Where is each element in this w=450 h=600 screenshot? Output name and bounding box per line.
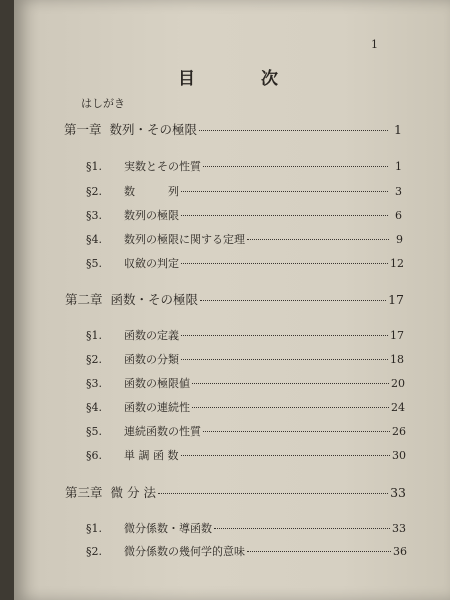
section-number: §4.	[86, 401, 102, 414]
section-page: 6	[395, 209, 402, 222]
chapter-label: 第一章	[64, 122, 102, 137]
section-number: §2.	[86, 185, 102, 198]
dot-leader	[203, 166, 388, 167]
page-number: 1	[371, 38, 378, 51]
section-title: 函数の分類	[124, 353, 179, 366]
section-number: §2.	[86, 545, 102, 558]
toc-title-char-2: 次	[261, 69, 278, 89]
dot-leader	[158, 493, 388, 494]
section-number: §2.	[86, 353, 102, 366]
chapter-title: 微 分 法	[110, 485, 156, 500]
dot-leader	[214, 528, 390, 529]
chapter-page: 17	[388, 292, 404, 307]
chapter-label: 第二章	[65, 292, 103, 307]
toc-chapter-2	[65, 290, 404, 308]
section-number: §1.	[86, 522, 102, 535]
dot-leader	[181, 263, 388, 264]
section-title: 微分係数・導函数	[124, 522, 212, 535]
toc-section-1-1	[86, 158, 402, 174]
section-page: 30	[392, 449, 406, 462]
toc-section-2-5	[86, 423, 406, 439]
chapter-page: 33	[390, 485, 406, 500]
section-title: 収斂の判定	[124, 257, 179, 270]
toc-chapter-3	[65, 483, 406, 501]
toc-title	[178, 64, 278, 89]
section-title: 函数の極限値	[124, 377, 190, 390]
section-title: 数 列	[124, 185, 179, 198]
dot-leader	[181, 359, 388, 360]
toc-preface: はしがき	[81, 97, 125, 110]
toc-section-2-4	[86, 399, 405, 415]
dot-leader	[181, 335, 388, 336]
section-page: 36	[393, 545, 407, 558]
section-number: §3.	[86, 209, 102, 222]
section-number: §3.	[86, 377, 102, 390]
toc-section-2-1	[86, 327, 404, 343]
toc-chapter-1	[64, 120, 402, 138]
chapter-title: 函数・その極限	[110, 292, 199, 307]
dot-leader	[181, 455, 391, 456]
section-title: 数列の極限に関する定理	[124, 233, 245, 246]
chapter-title: 数列・その極限	[109, 122, 198, 137]
section-page: 33	[392, 522, 406, 535]
toc-section-1-5	[86, 255, 404, 271]
dot-leader	[247, 551, 391, 552]
book-page	[14, 0, 450, 600]
section-title: 実数とその性質	[124, 160, 201, 173]
section-number: §5.	[86, 425, 102, 438]
section-title: 連続函数の性質	[124, 425, 201, 438]
toc-title-char-1: 目	[178, 69, 195, 89]
chapter-label: 第三章	[65, 485, 103, 500]
section-page: 9	[396, 233, 403, 246]
section-title: 函数の定義	[124, 329, 179, 342]
dot-leader	[181, 191, 388, 192]
toc-section-1-4	[86, 231, 403, 247]
section-title: 単 調 函 数	[124, 449, 179, 462]
section-page: 12	[390, 257, 404, 270]
section-number: §6.	[86, 449, 102, 462]
dot-leader	[247, 239, 389, 240]
dot-leader	[199, 130, 388, 131]
section-page: 18	[390, 353, 404, 366]
section-title: 数列の極限	[124, 209, 179, 222]
dot-leader	[200, 300, 386, 301]
section-page: 26	[392, 425, 406, 438]
section-page: 17	[390, 329, 404, 342]
toc-section-3-2	[86, 543, 407, 559]
dot-leader	[181, 215, 388, 216]
dot-leader	[203, 431, 390, 432]
section-number: §1.	[86, 160, 102, 173]
section-page: 24	[391, 401, 405, 414]
section-page: 1	[395, 160, 402, 173]
dot-leader	[192, 407, 389, 408]
toc-section-3-1	[86, 520, 406, 536]
section-page: 20	[391, 377, 405, 390]
toc-section-2-6	[86, 447, 406, 463]
section-number: §5.	[86, 257, 102, 270]
toc-section-2-2	[86, 351, 404, 367]
chapter-page: 1	[394, 122, 402, 137]
toc-section-2-3	[86, 375, 405, 391]
section-number: §4.	[86, 233, 102, 246]
toc-section-1-2	[86, 183, 402, 199]
section-number: §1.	[86, 329, 102, 342]
section-title: 微分係数の幾何学的意味	[124, 545, 245, 558]
dot-leader	[192, 383, 389, 384]
section-title: 函数の連続性	[124, 401, 190, 414]
section-page: 3	[395, 185, 402, 198]
toc-section-1-3	[86, 207, 402, 223]
